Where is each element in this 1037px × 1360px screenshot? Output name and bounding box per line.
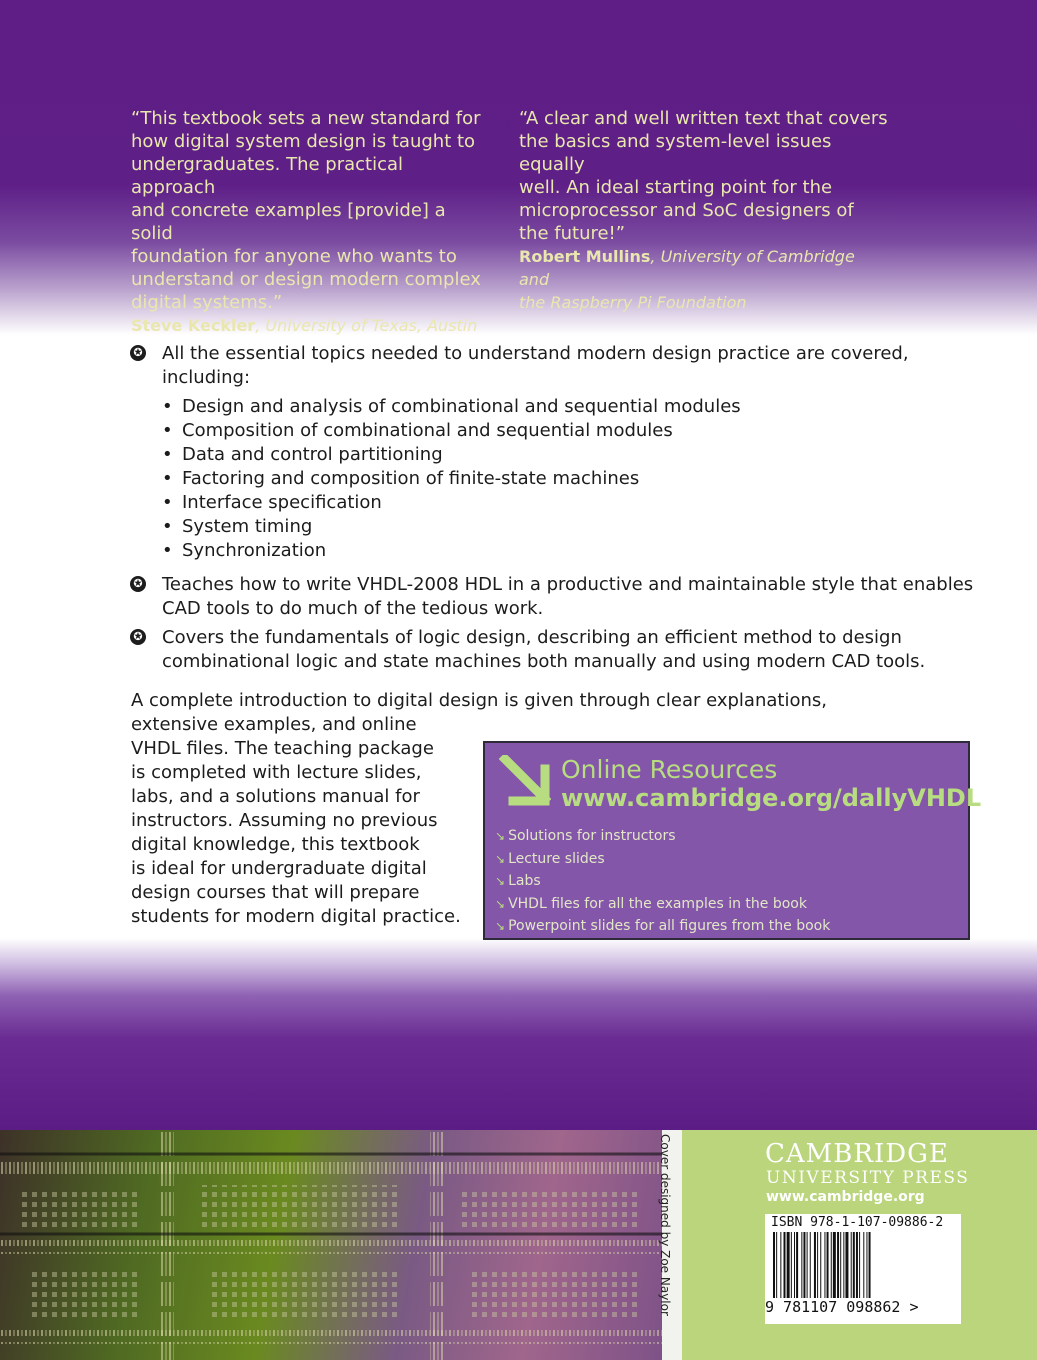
- quote-line: digital systems.”: [131, 292, 283, 313]
- barcode-bar: [827, 1232, 829, 1298]
- quote-line: undergraduates. The practical approach: [131, 154, 404, 198]
- topic-label: Data and control partitioning: [182, 444, 443, 465]
- resource-label: Lecture slides: [508, 850, 605, 867]
- topic-label: Interface specification: [182, 492, 382, 513]
- arrow-down-right-icon: [499, 755, 551, 807]
- barcode-bar: [817, 1232, 818, 1298]
- feature-line: Teaches how to write VHDL-2008 HDL in a productive and maintainable style that enables: [162, 574, 974, 595]
- barcode-bar: [801, 1232, 802, 1298]
- intro-line: VHDL files. The teaching package: [131, 738, 434, 759]
- barcode-bar: [845, 1232, 848, 1298]
- cover-credit: Cover designed by Zoe Naylor: [658, 1134, 672, 1316]
- feature-bullet-vhdl: [162, 573, 973, 621]
- quote-line: understand or design modern complex: [131, 269, 481, 290]
- topic-label: Factoring and composition of finite-state machines: [182, 468, 640, 489]
- barcode-bar: [824, 1232, 825, 1298]
- topic-list: [162, 395, 741, 563]
- online-resources-box: [483, 741, 982, 940]
- arrow-down-right-icon: ↘: [495, 829, 506, 843]
- barcode-bar: [776, 1232, 777, 1298]
- chip-die-photo: [0, 1130, 662, 1360]
- list-item: • Interface specification: [162, 492, 382, 513]
- list-item: [495, 848, 830, 871]
- publisher-block: [682, 1130, 1037, 1360]
- intro-line: is ideal for undergraduate digital: [131, 858, 427, 879]
- barcode-bar: [807, 1232, 808, 1298]
- resources-list: [495, 825, 830, 938]
- barcode-bar: [853, 1232, 855, 1298]
- quote-attribution: [131, 314, 481, 337]
- barcode-bar: [784, 1232, 786, 1298]
- feature-line: CAD tools to do much of the tedious work.: [162, 598, 544, 619]
- feature-bullet-logic: [162, 626, 925, 674]
- isbn-barcode: [765, 1214, 961, 1324]
- barcode-bar: [814, 1232, 816, 1298]
- quote-line: well. An ideal starting point for the: [519, 177, 833, 198]
- quote-line: and concrete examples [provide] a solid: [131, 200, 446, 244]
- star-bullet-icon: ✪: [130, 345, 146, 361]
- circuit-pattern-image: [0, 1130, 662, 1360]
- publisher-subname: UNIVERSITY PRESS: [766, 1168, 970, 1188]
- arrow-down-right-icon: ↘: [495, 919, 506, 933]
- feature-line: combinational logic and state machines both manually and using modern CAD tools.: [162, 651, 926, 672]
- list-item: • Synchronization: [162, 540, 327, 561]
- feature-line: including:: [162, 367, 251, 388]
- barcode-bar: [840, 1232, 841, 1298]
- barcode-bar: [856, 1232, 858, 1298]
- quote-mullins: [519, 107, 889, 314]
- quote-line: microprocessor and SoC designers of: [519, 200, 854, 221]
- list-item: [495, 893, 830, 916]
- quote-attribution: [519, 245, 889, 291]
- resources-title: Online Resources: [561, 755, 778, 784]
- star-bullet-icon: ✪: [130, 576, 146, 592]
- barcode-bar: [843, 1232, 844, 1298]
- intro-line: extensive examples, and online: [131, 714, 417, 735]
- resource-label: VHDL files for all the examples in the book: [508, 895, 807, 912]
- quote-author: Steve Keckler: [131, 316, 256, 335]
- intro-line: is completed with lecture slides,: [131, 762, 422, 783]
- resource-label: Solutions for instructors: [508, 828, 676, 844]
- list-item: [495, 825, 830, 848]
- barcode-icon: [771, 1232, 955, 1298]
- barcode-bar: [787, 1232, 790, 1298]
- barcode-bar: [794, 1232, 795, 1298]
- barcode-bar: [851, 1232, 852, 1298]
- list-item: • System timing: [162, 516, 313, 537]
- intro-line: instructors. Assuming no previous: [131, 810, 438, 831]
- resource-label: Powerpoint slides for all figures from the book: [508, 918, 831, 934]
- intro-line: design courses that will prepare: [131, 882, 420, 903]
- quote-line: the future!”: [519, 223, 626, 244]
- barcode-bar: [820, 1232, 821, 1298]
- list-item: [495, 915, 830, 938]
- publisher-url-link[interactable]: www.cambridge.org: [766, 1189, 925, 1205]
- bottom-purple-band: [0, 938, 1037, 1130]
- list-item: • Design and analysis of combinational and sequential modules: [162, 396, 741, 417]
- feature-line: All the essential topics needed to understand modern design practice are covered,: [162, 343, 909, 364]
- barcode-bar: [833, 1232, 836, 1298]
- quote-line: the basics and system-level issues equally: [519, 131, 832, 175]
- quote-attribution: [519, 291, 889, 314]
- barcode-bar: [869, 1232, 871, 1298]
- resource-label: Labs: [508, 873, 541, 889]
- arrow-down-right-icon: ↘: [495, 874, 506, 888]
- feature-line: Covers the fundamentals of logic design, describing an efficient method to design: [162, 627, 902, 648]
- barcode-bar: [791, 1232, 792, 1298]
- resources-url-link[interactable]: www.cambridge.org/dallyVHDL: [561, 784, 982, 812]
- barcode-bar: [810, 1232, 811, 1298]
- topic-label: Composition of combinational and sequential modules: [182, 420, 673, 441]
- list-item: • Data and control partitioning: [162, 444, 443, 465]
- barcode-bar: [796, 1232, 798, 1298]
- quote-line: “A clear and well written text that covers: [519, 108, 888, 129]
- list-item: • Composition of combinational and sequential modules: [162, 420, 673, 441]
- quote-affiliation: , University of Cambridge and: [519, 247, 855, 289]
- quote-line: “This textbook sets a new standard for: [131, 108, 481, 129]
- star-bullet-icon: ✪: [130, 629, 146, 645]
- list-item: • Factoring and composition of finite-state machines: [162, 468, 640, 489]
- intro-line: labs, and a solutions manual for: [131, 786, 420, 807]
- ean-digits: 9 781107 098862 >: [765, 1298, 919, 1316]
- barcode-bar: [859, 1232, 860, 1298]
- arrow-down-right-icon: ↘: [495, 896, 506, 911]
- arrow-down-right-icon: ↘: [495, 851, 506, 866]
- topic-label: Synchronization: [182, 540, 327, 561]
- topic-label: System timing: [182, 516, 313, 537]
- quote-line: foundation for anyone who wants to: [131, 246, 457, 267]
- barcode-bar: [831, 1232, 832, 1298]
- publisher-name: CAMBRIDGE: [765, 1139, 949, 1169]
- barcode-bar: [863, 1232, 864, 1298]
- quote-affiliation: the Raspberry Pi Foundation: [519, 293, 747, 312]
- quote-author: Robert Mullins: [519, 247, 651, 266]
- quote-affiliation: , University of Texas, Austin: [255, 316, 478, 335]
- topic-label: Design and analysis of combinational and sequential modules: [182, 396, 741, 417]
- list-item: [495, 870, 830, 893]
- barcode-bar: [866, 1232, 867, 1298]
- barcode-bar: [780, 1232, 781, 1298]
- intro-line: students for modern digital practice.: [131, 906, 461, 927]
- quote-keckler: [131, 107, 481, 337]
- quote-line: how digital system design is taught to: [131, 131, 476, 152]
- intro-line: A complete introduction to digital design is given through clear explanations,: [131, 690, 827, 711]
- isbn-label: ISBN 978-1-107-09886-2: [771, 1215, 944, 1230]
- barcode-bar: [803, 1232, 805, 1298]
- barcode-bar: [773, 1232, 775, 1298]
- barcode-bar: [837, 1232, 839, 1298]
- intro-line: digital knowledge, this textbook: [131, 834, 420, 855]
- feature-bullet-topics: [162, 342, 909, 390]
